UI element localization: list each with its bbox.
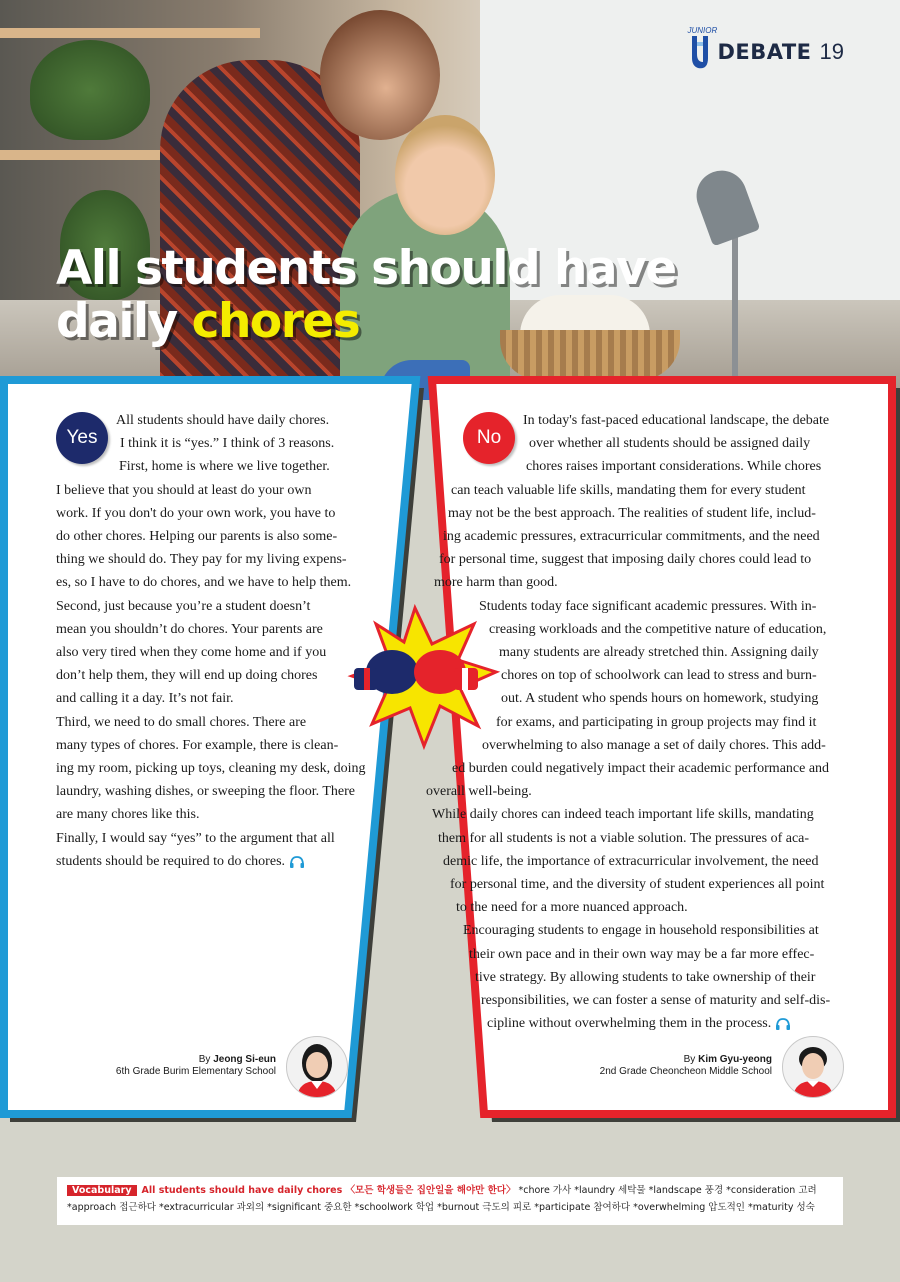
author-photo — [783, 1037, 843, 1097]
text-line: laundry, washing dishes, or sweeping the floor. There — [56, 784, 355, 800]
section-title: DEBATE — [717, 40, 812, 64]
text-line: First, home is where we live together. — [119, 459, 330, 475]
author-name: Kim Gyu-yeong — [698, 1054, 772, 1065]
text-line: to the need for a more nuanced approach. — [456, 900, 688, 916]
text-line: Encouraging students to engage in household responsibilities at — [463, 923, 819, 939]
text-line: Students today face significant academic pressures. With in- — [479, 598, 817, 614]
byline-prefix: By — [683, 1054, 699, 1065]
text-line: demic life, the importance of extracurricular involvement, the need — [443, 853, 819, 869]
author-school: 2nd Grade Cheoncheon Middle School — [599, 1066, 772, 1077]
vocabulary-list: *chore 가사 *laundry 세탁물 *landscape 풍경 *consideration 고려 *approach 접근하다 *extracurricular 과외의 *significant 중요한 *schoolwork 학업 *burnout 극도의 피로 *participate 참여하다 *overwhelming 압도적인 *maturity 성숙 — [67, 1185, 817, 1213]
author-photo — [287, 1037, 347, 1097]
text-line: many students are already stretched thin. Assigning daily — [499, 645, 819, 661]
author-name: Jeong Si-eun — [213, 1054, 276, 1065]
vocabulary-title: All students should have daily chores 〈모든 학생들은 집안일을 해야만 한다〉 — [141, 1185, 516, 1196]
byline-prefix: By — [198, 1054, 214, 1065]
headphones-icon[interactable] — [289, 855, 305, 869]
text-line: out. A student who spends hours on homework, studying — [501, 691, 819, 707]
text-line: ing academic pressures, extracurricular commitments, and the need — [443, 529, 820, 545]
photo-shelf — [0, 28, 260, 38]
text-line: Finally, I would say “yes” to the argument that all — [56, 830, 335, 846]
text-line: Second, just because you’re a student doesn’t — [56, 598, 311, 614]
text-line: are many chores like this. — [56, 807, 200, 823]
text-line: thing we should do. They pay for my living expens- — [56, 552, 347, 568]
text-line: may not be the best approach. The realities of student life, includ- — [448, 505, 816, 521]
text-line: In today's fast-paced educational landscape, the debate — [523, 413, 830, 428]
text-line: for exams, and participating in group projects may find it — [496, 714, 817, 730]
text-line-last — [487, 1012, 830, 1035]
photo-girl-head — [395, 115, 495, 235]
brand-small-text: JUNIOR — [687, 26, 718, 35]
yes-byline — [116, 1054, 276, 1078]
page-title — [56, 242, 676, 348]
text-line: All students should have daily chores. — [116, 413, 330, 428]
vocabulary-tag: Vocabulary — [67, 1185, 137, 1196]
page-number: 19 — [819, 39, 844, 64]
text-line: more harm than good. — [434, 575, 558, 591]
section-header — [687, 26, 844, 72]
avatar — [782, 1036, 844, 1098]
text-line: chores raises important considerations. While chores — [526, 459, 822, 475]
text-line: don’t help them, they will end up doing chores — [56, 668, 318, 684]
text-line: can teach valuable life skills, mandating them for every student — [451, 482, 806, 498]
text-line: I think it is “yes.” I think of 3 reasons. — [120, 436, 335, 452]
text-line: and calling it a day. It’s not fair. — [56, 691, 234, 707]
text-line: overwhelming to also manage a set of daily chores. This add- — [482, 737, 826, 753]
photo-plant — [30, 40, 150, 140]
text-line: over whether all students should be assigned daily — [529, 436, 811, 452]
text-line: creasing workloads and the competitive nature of education, — [489, 621, 827, 637]
vocabulary-box — [57, 1177, 843, 1225]
text-line: ed burden could negatively impact their academic performance and — [452, 761, 830, 777]
text-line: ing my room, picking up toys, cleaning my desk, doing — [56, 761, 366, 777]
text-line: es, so I have to do chores, and we have to help them. — [56, 575, 352, 591]
text-line: I believe that you should at least do your own — [56, 482, 312, 498]
text-line: for personal time, and the diversity of student experiences all point — [450, 877, 825, 893]
yes-argument — [56, 409, 366, 873]
avatar — [286, 1036, 348, 1098]
text-line: tive strategy. By allowing students to take ownership of their — [475, 969, 816, 985]
text-line: for personal time, suggest that imposing daily chores could lead to — [439, 552, 812, 568]
no-badge: No — [463, 412, 515, 464]
text-line: their own pace and in their own way may be a far more effec- — [469, 946, 815, 962]
text-line: do other chores. Helping our parents is also some- — [56, 529, 338, 545]
headphones-icon[interactable] — [775, 1017, 791, 1031]
title-highlight: chores — [191, 294, 360, 349]
text-line: responsibilities, we can foster a sense of maturity and self-dis- — [481, 993, 831, 1009]
text-line: chores on top of schoolwork can lead to stress and burn- — [501, 668, 817, 684]
title-line-1: All students should have — [56, 241, 676, 296]
text-line: also very tired when they come home and if you — [56, 645, 327, 661]
text-line: them for all students is not a viable solution. The pressures of aca- — [438, 830, 810, 846]
text-line-last — [56, 850, 366, 873]
photo-lamp-pole — [732, 230, 738, 380]
junior-logo-icon — [689, 32, 711, 72]
text-line: work. If you don't do your own work, you have to — [56, 505, 336, 521]
text-line: many types of chores. For example, there is clean- — [56, 737, 339, 753]
text-line: overall well-being. — [426, 784, 532, 800]
author-school: 6th Grade Burim Elementary School — [115, 1066, 276, 1077]
text-line: cipline without overwhelming them in the process. — [487, 1016, 772, 1032]
title-line-2: daily — [56, 294, 192, 349]
text-line: Third, we need to do small chores. There are — [56, 714, 307, 730]
no-byline — [600, 1054, 772, 1078]
yes-badge: Yes — [56, 412, 108, 464]
text-line: mean you shouldn’t do chores. Your parents are — [56, 621, 323, 637]
no-argument — [426, 409, 830, 1035]
text-line: While daily chores can indeed teach important life skills, mandating — [432, 807, 814, 823]
text-line: students should be required to do chores. — [56, 853, 286, 869]
